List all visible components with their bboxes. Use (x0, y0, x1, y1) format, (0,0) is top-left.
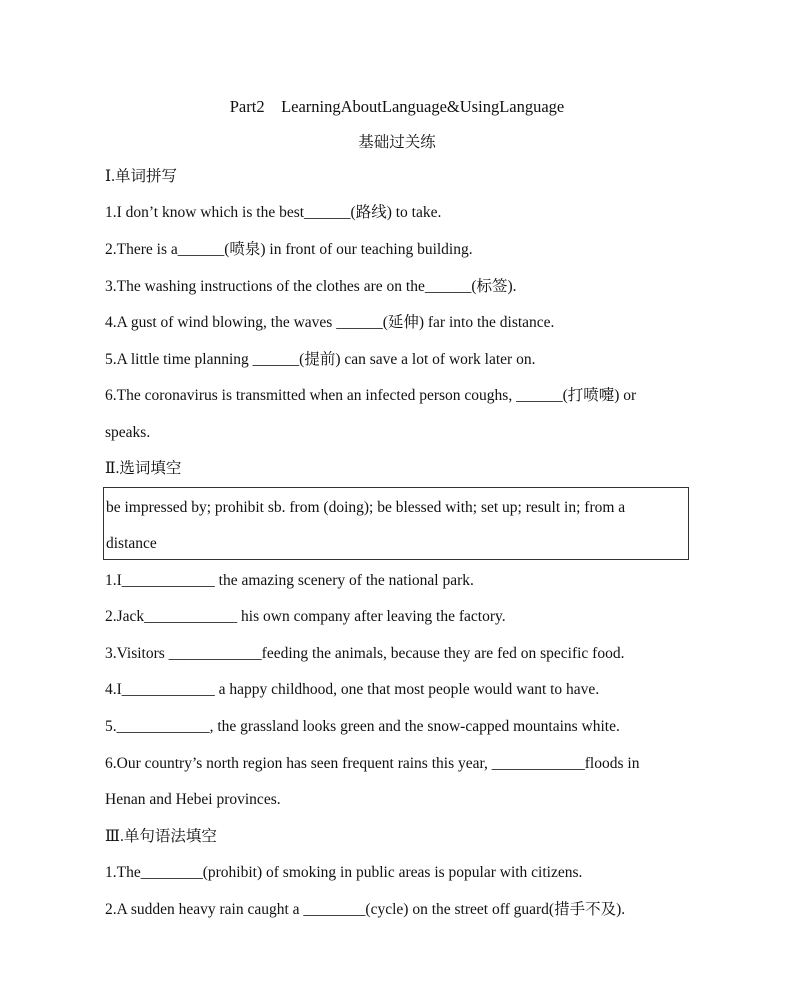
question-line: 3.Visitors ____________feeding the animals, because they are fed on specific food. (105, 645, 625, 662)
question-line: 1.I____________ the amazing scenery of the national park. (105, 572, 474, 589)
question-line: 1.I don’t know which is the best______(路线) to take. (105, 204, 442, 221)
question-line: 3.The washing instructions of the clothes are on the______(标签). (105, 278, 517, 295)
question-line: 1.The________(prohibit) of smoking in public areas is popular with citizens. (105, 864, 583, 881)
section-heading-spelling: Ⅰ.单词拼写 (105, 168, 177, 185)
question-line: 2.A sudden heavy rain caught a ________(cycle) on the street off guard(措手不及). (105, 901, 626, 918)
question-line: 4.I____________ a happy childhood, one that most people would want to have. (105, 681, 600, 698)
word-bank-line: be impressed by; prohibit sb. from (doing); be blessed with; set up; result in; from a (106, 499, 626, 516)
word-bank-box (103, 487, 689, 560)
page-subtitle: 基础过关练 (358, 134, 436, 151)
question-line: 2.Jack____________ his own company after leaving the factory. (105, 608, 506, 625)
question-line: 2.There is a______(喷泉) in front of our teaching building. (105, 241, 473, 258)
question-line: 6.The coronavirus is transmitted when an infected person coughs, ______(打喷嚏) or (105, 387, 637, 404)
question-line: 6.Our country’s north region has seen frequent rains this year, ____________floods in (105, 755, 640, 772)
question-line: 4.A gust of wind blowing, the waves ______(延伸) far into the distance. (105, 314, 555, 331)
word-bank-line: distance (106, 535, 157, 552)
section-heading-word-choice: Ⅱ.选词填空 (105, 460, 182, 477)
question-line: 5.A little time planning ______(提前) can save a lot of work later on. (105, 351, 536, 368)
section-heading-grammar: Ⅲ.单句语法填空 (105, 828, 217, 845)
question-line-continued: Henan and Hebei provinces. (105, 791, 281, 808)
question-line-continued: speaks. (105, 424, 151, 441)
page-title: Part2 LearningAboutLanguage&UsingLanguage (229, 97, 565, 116)
question-line: 5.____________, the grassland looks green and the snow-capped mountains white. (105, 718, 620, 735)
